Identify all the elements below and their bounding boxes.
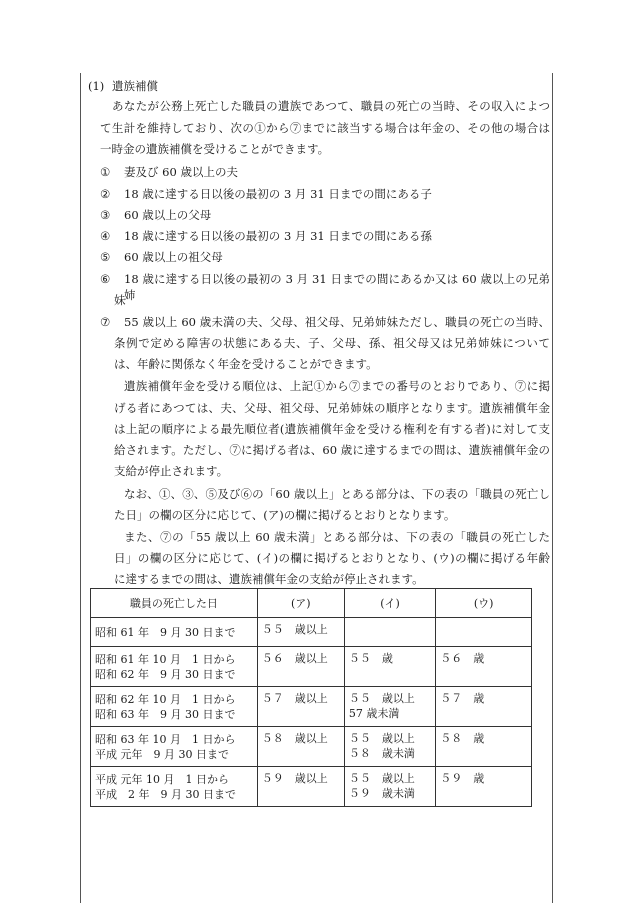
table-row (91, 767, 532, 807)
cell-u (436, 687, 532, 727)
paragraph-line: また、⑦の「55 歳以上 60 歳未満」とある部分は、下の表の「職員の死亡した (124, 530, 550, 544)
item-mark: ② (100, 187, 111, 201)
paragraph-line: げる者にあつては、夫、父母、祖父母、兄弟姉妹の順序となります。遺族補償年金 (114, 401, 550, 415)
paragraph-line: 日」の欄の区分に応じて、(イ)の欄に掲げるとおりとなり、(ウ)の欄に掲げる年齢 (114, 551, 550, 565)
cell-line: ５７ 歳 (440, 692, 485, 705)
paragraph-line: なお、①、③、⑤及び⑥の「60 歳以上」とある部分は、下の表の「職員の死亡し (124, 487, 550, 501)
cell-i (344, 727, 435, 767)
cell-line: 57 歳未満 (348, 707, 400, 720)
item-text: 条例で定める障害の状態にある夫、子、父母、孫、祖父母又は兄弟姉妹について (114, 336, 550, 350)
table-body (91, 618, 532, 807)
item-mark: ③ (100, 208, 111, 222)
cell-line: ５５ 歳以上 (348, 692, 415, 705)
section-number: (1) (88, 79, 105, 93)
cell-i (344, 767, 435, 807)
item-mark: ⑥ (100, 272, 111, 286)
cell-line: 昭和 62 年 9 月 30 日まで (95, 667, 236, 681)
cell-i (344, 687, 435, 727)
cell-death-date (91, 687, 258, 727)
cell-line: ５８ 歳未満 (348, 747, 415, 760)
cell-u (436, 618, 532, 647)
cell-u (436, 727, 532, 767)
item-mark: ⑦ (100, 315, 111, 329)
cell-line: 昭和 63 年 9 月 30 日まで (95, 707, 236, 721)
table-header-row (91, 589, 532, 618)
cell-death-date (91, 727, 258, 767)
frame-left-border (80, 73, 81, 903)
table-row (91, 647, 532, 687)
cell-line: ５７ 歳以上 (261, 692, 328, 705)
paragraph-line: に達するまでの間は、遺族補償年金の支給が停止されます。 (114, 572, 424, 586)
cell-a (257, 647, 344, 687)
cell-u (436, 767, 532, 807)
table-row (91, 618, 532, 647)
intro-line: て生計を維持しており、次の①から⑦までに該当する場合は年金の、その他の場合は (100, 121, 550, 135)
cell-i (344, 647, 435, 687)
cell-line: ５９ 歳未満 (348, 787, 415, 800)
cell-line: ５９ 歳 (440, 772, 485, 785)
paragraph-line: 遺族補償年金を受ける順位は、上記①から⑦までの番号のとおりであり、⑦に掲 (124, 379, 550, 393)
item-text: は、年齢に関係なく年金を受けることができます。 (114, 357, 378, 371)
header-a: (ア) (257, 589, 344, 618)
cell-line: 平成 元年 10 月 1 日から (95, 772, 229, 786)
table-row (91, 687, 532, 727)
cell-death-date (91, 618, 258, 647)
item-text: 60 歳以上の祖父母 (124, 250, 223, 264)
intro-line: 一時金の遺族補償を受けることができます。 (100, 142, 330, 156)
cell-i (344, 618, 435, 647)
item-text: 55 歳以上 60 歳未満の夫、父母、祖父母、兄弟姉妹ただし、職員の死亡の当時、 (124, 315, 550, 329)
cell-u (436, 647, 532, 687)
header-death-date: 職員の死亡した日 (91, 589, 258, 618)
cell-line: 昭和 61 年 10 月 1 日から (95, 652, 236, 666)
cell-line: ５９ 歳以上 (261, 772, 328, 785)
paragraph-line: は上記の順序による最先順位者(遺族補償年金を受ける権利を有する者)に対して支 (114, 422, 550, 436)
cell-a (257, 687, 344, 727)
cell-a (257, 727, 344, 767)
cell-line: 昭和 62 年 10 月 1 日から (95, 692, 236, 706)
item-text: 18 歳に達する日以後の最初の 3 月 31 日までの間にある子 (124, 187, 432, 201)
frame-right-border (552, 73, 553, 903)
item-text: 妹 (114, 293, 126, 307)
item-text: 60 歳以上の父母 (124, 208, 212, 222)
cell-line: ５５ 歳 (348, 652, 393, 665)
cell-line: 昭和 63 年 10 月 1 日から (95, 732, 236, 746)
cell-line: ５８ 歳 (440, 732, 485, 745)
paragraph-line: た日」の欄の区分に応じて、(ア)の欄に掲げるとおりとなります。 (114, 508, 456, 522)
cell-line: 昭和 61 年 9 月 30 日まで (95, 625, 236, 639)
item-mark: ① (100, 165, 111, 179)
item-text: 18 歳に達する日以後の最初の 3 月 31 日までの間にある孫 (124, 229, 432, 243)
cell-line: ５６ 歳 (440, 652, 485, 665)
section-title: 遺族補償 (112, 79, 158, 93)
item-text: 妻及び 60 歳以上の夫 (124, 165, 238, 179)
paragraph-line: 支給が停止されます。 (114, 464, 229, 478)
item-mark: ④ (100, 229, 111, 243)
cell-line: 平成 元年 9 月 30 日まで (95, 747, 229, 761)
cell-line: ５８ 歳以上 (261, 732, 328, 745)
intro-line: あなたが公務上死亡した職員の遺族であつて、職員の死亡の当時、その収入によつ (112, 99, 550, 113)
cell-line: ５５ 歳以上 (348, 772, 415, 785)
item-text: 18 歳に達する日以後の最初の 3 月 31 日までの間にあるか又は 60 歳以上の兄弟姉 (124, 272, 550, 302)
paragraph-line: 給されます。ただし、⑦に掲げる者は、60 歳に達するまでの間は、遺族補償年金の (114, 443, 550, 457)
cell-death-date (91, 767, 258, 807)
cell-a (257, 767, 344, 807)
item-mark: ⑤ (100, 250, 111, 264)
table-row (91, 727, 532, 767)
header-u: (ウ) (436, 589, 532, 618)
cell-line: ５６ 歳以上 (261, 652, 328, 665)
cell-death-date (91, 647, 258, 687)
cell-a (257, 618, 344, 647)
cell-line: ５５ 歳以上 (348, 732, 415, 745)
cell-line: 平成 2 年 9 月 30 日まで (95, 787, 236, 801)
age-threshold-table (90, 588, 532, 807)
cell-line: ５５ 歳以上 (261, 623, 328, 636)
header-i: (イ) (344, 589, 435, 618)
